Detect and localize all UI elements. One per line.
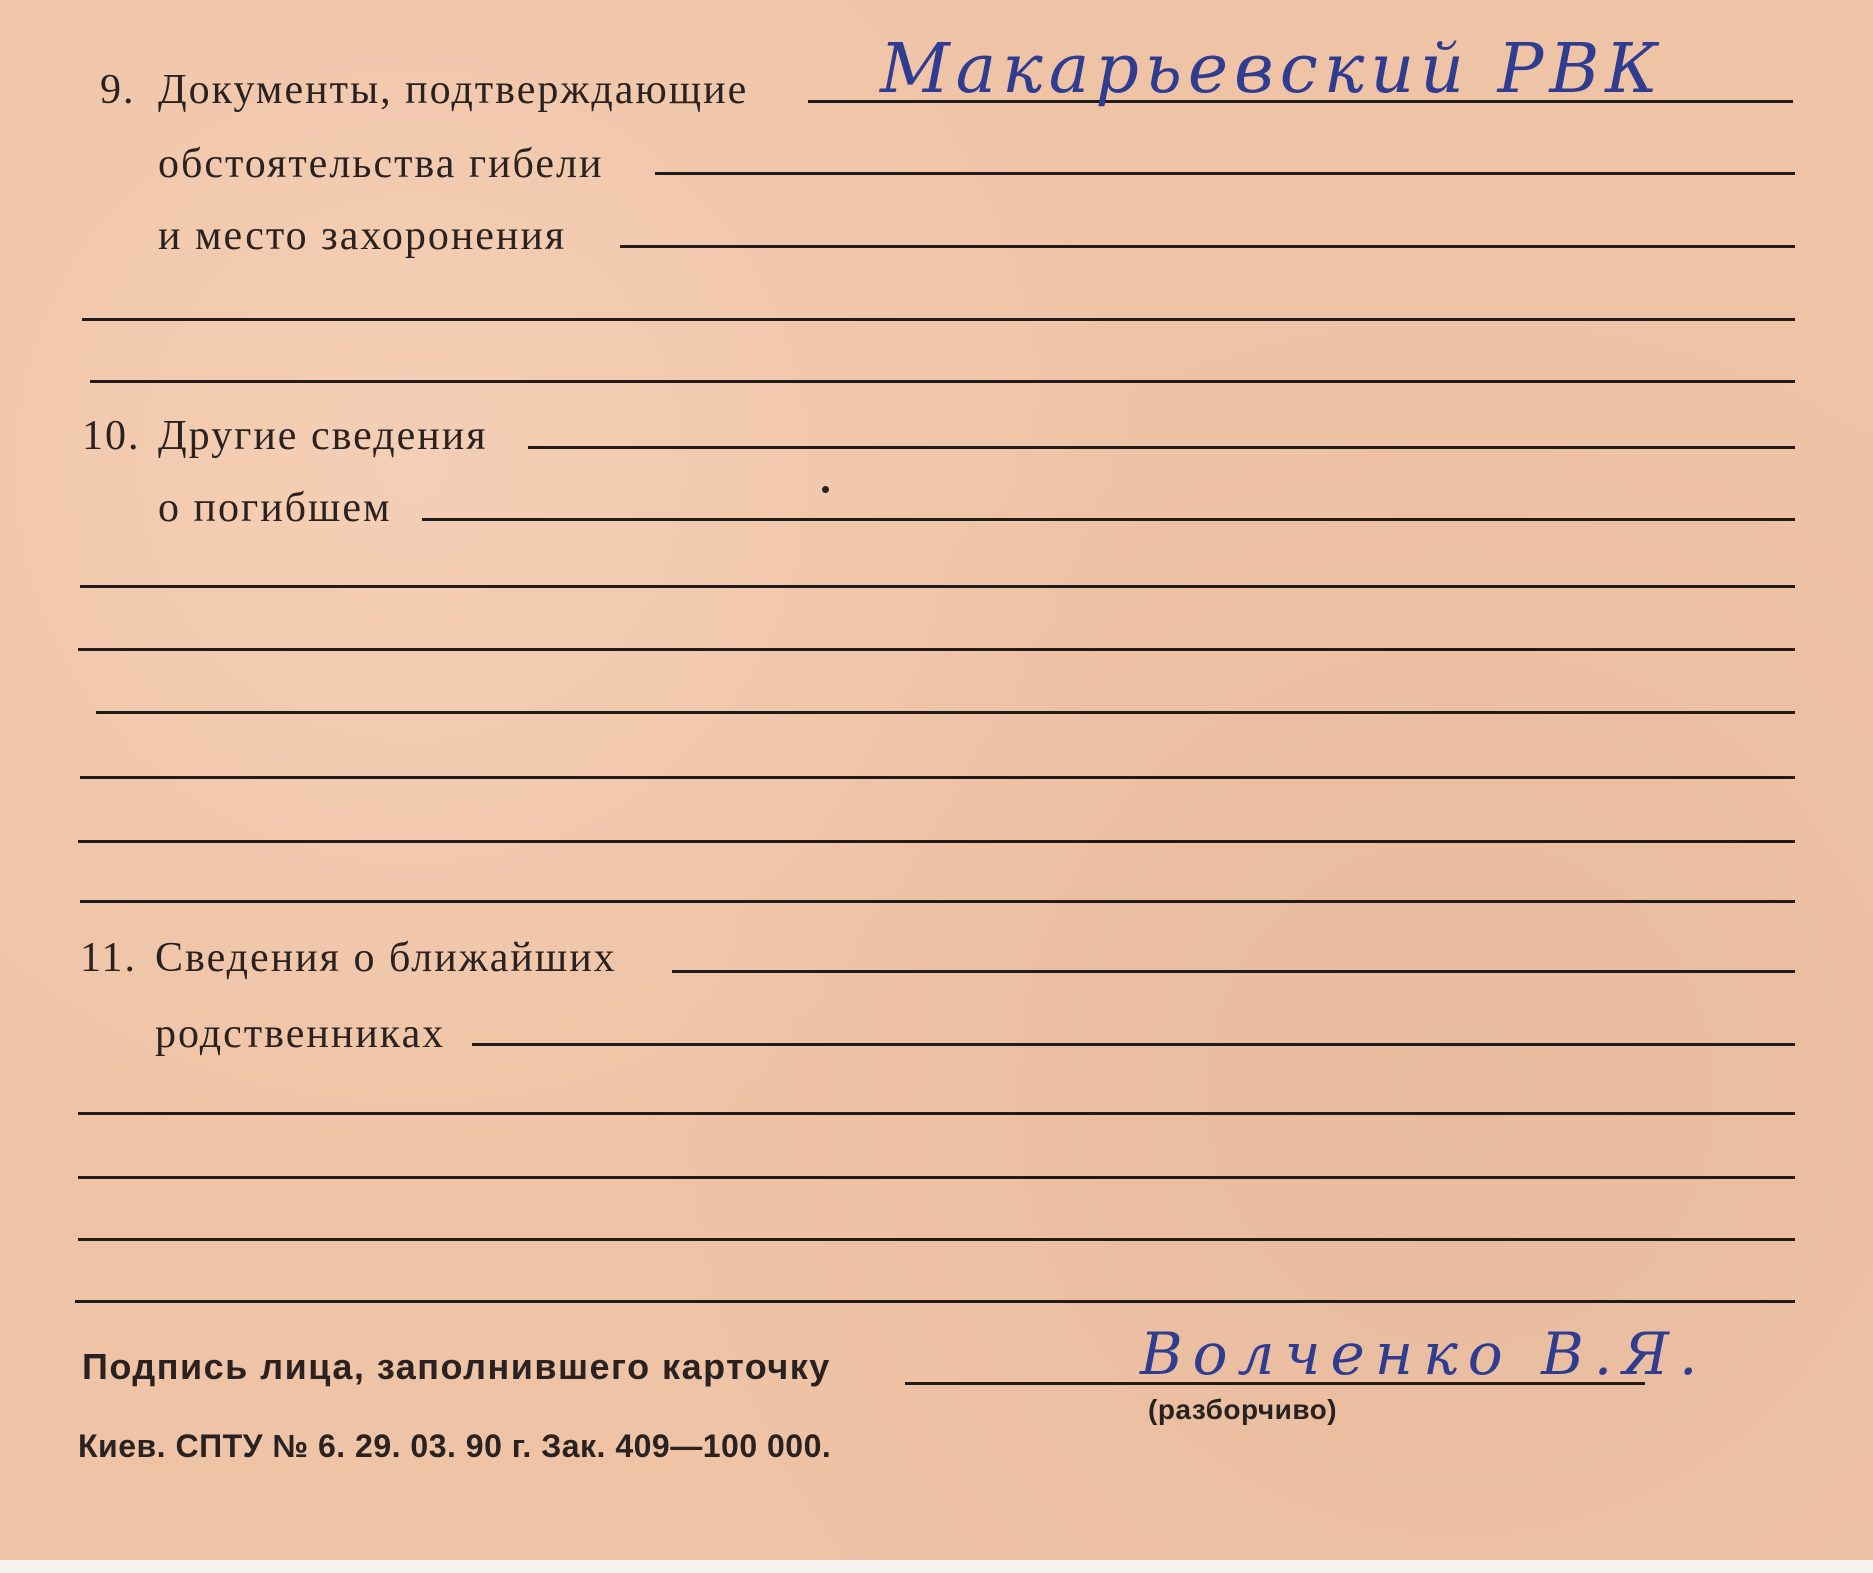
item10-rule-3 bbox=[80, 585, 1795, 588]
signature-handwritten: Волченко В.Я. bbox=[1140, 1320, 1708, 1388]
signature-hint: (разборчиво) bbox=[1148, 1394, 1338, 1425]
ink-dot bbox=[822, 486, 829, 493]
item10-rule-6 bbox=[80, 776, 1795, 779]
item9-number: 9. bbox=[100, 67, 136, 113]
item11-rule-5 bbox=[78, 1238, 1795, 1241]
item11-rule-1 bbox=[672, 970, 1795, 973]
item10-rule-8 bbox=[80, 900, 1795, 903]
item10-rule-1 bbox=[528, 446, 1795, 449]
item11-label-line1: Сведения о ближайших bbox=[155, 935, 617, 981]
item9-rule-3 bbox=[620, 245, 1795, 248]
item9-rule-4 bbox=[82, 318, 1795, 321]
item9-handwritten-value: Макарьевский РВК bbox=[880, 30, 1664, 109]
scan-margin bbox=[0, 1560, 1873, 1573]
item10-rule-4 bbox=[78, 648, 1795, 651]
item11-rule-4 bbox=[78, 1176, 1795, 1179]
item11-rule-3 bbox=[78, 1112, 1795, 1115]
printer-imprint: Киев. СПТУ № 6. 29. 03. 90 г. Зак. 409—100 000. bbox=[78, 1428, 832, 1464]
item10-rule-7 bbox=[78, 840, 1795, 843]
item10-label-line1: Другие сведения bbox=[158, 413, 488, 459]
item10-label-line2: о погибшем bbox=[158, 485, 392, 531]
item9-label-line3: и место захоронения bbox=[158, 213, 567, 259]
item10-rule-5 bbox=[96, 711, 1795, 714]
item9-rule-5 bbox=[90, 380, 1795, 383]
signature-label: Подпись лица, заполнившего карточку bbox=[82, 1346, 831, 1387]
item11-rule-6 bbox=[75, 1300, 1795, 1303]
item10-number: 10. bbox=[82, 413, 141, 459]
item11-label-line2: родственниках bbox=[155, 1011, 446, 1057]
item9-label-line1: Документы, подтверждающие bbox=[158, 67, 749, 113]
item11-rule-2 bbox=[472, 1043, 1795, 1046]
item10-rule-2 bbox=[422, 518, 1795, 521]
item9-label-line2: обстоятельства гибели bbox=[158, 141, 604, 187]
item11-number: 11. bbox=[80, 935, 137, 981]
item9-rule-2 bbox=[655, 172, 1795, 175]
